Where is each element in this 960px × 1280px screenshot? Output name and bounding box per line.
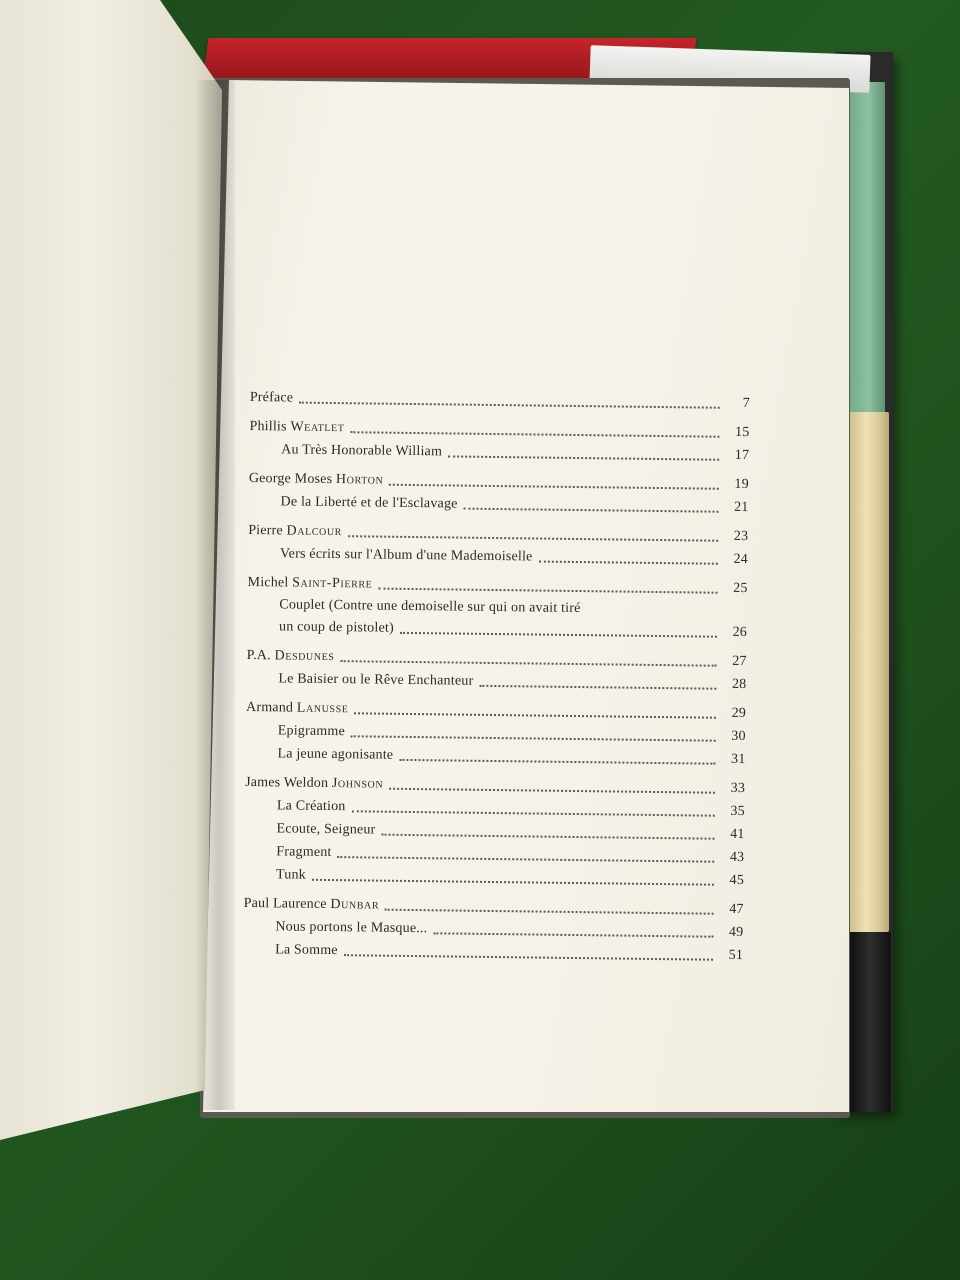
toc-entry-line2 [247,615,747,644]
dot-leader [400,631,717,638]
toc-entry-author [250,386,750,415]
dot-leader [479,684,716,690]
jacket-black-band [849,932,891,1112]
toc-page-number: 43 [729,849,745,866]
table-of-contents [243,386,750,967]
toc-poem-title: La jeune agonisante [277,746,394,763]
toc-poem-title: La Création [276,798,346,815]
toc-page-number: 21 [734,499,749,516]
dot-leader [399,758,715,765]
author-first-name: P.A. [246,647,271,664]
author-first-name: Pierre [248,522,283,539]
dot-leader [348,534,718,542]
author-first-name: Armand [245,699,294,716]
toc-poem-title-line2: un coup de pistolet) [278,619,394,636]
toc-poem-title: Nous portons le Masque... [275,919,428,937]
dot-leader [385,908,714,915]
author-last-name: Johnson [331,776,384,792]
toc-page-number: 33 [730,780,746,797]
author-first-name: George Moses [248,470,333,488]
author-last-name: Dunbar [330,897,380,913]
toc-page-number: 26 [732,624,748,641]
toc-page-number: 7 [742,396,750,412]
toc-page-number: 29 [731,705,747,722]
dot-leader [538,560,717,565]
toc-poem-title-line1: Couplet (Contre une demoiselle sur qui on avait tiré [279,597,581,617]
dot-leader [344,953,713,961]
toc-author-name [247,571,372,596]
toc-author-name [246,696,349,720]
toc-page-number: 49 [728,924,744,941]
toc-author-name [245,771,383,796]
toc-author-name [249,467,384,492]
toc-author-name [250,386,294,410]
author-first-name: Paul Laurence [243,895,327,912]
toc-page-number: 27 [732,653,747,670]
dot-leader [354,711,716,718]
author-first-name: James Weldon [245,774,329,791]
dot-leader [312,878,714,886]
author-last-name: Dalcour [286,523,343,540]
author-last-name: Desdunes [274,648,335,665]
toc-page-number: 30 [731,728,746,745]
jacket-yellow-band [847,412,889,932]
toc-poem-title: La Somme [275,942,338,959]
toc-poem-title: Le Baisier ou le Rêve Enchanteur [278,671,474,689]
toc-author-name [248,519,342,543]
author-last-name: Saint-Pierre [292,575,373,592]
toc-page-number: 24 [733,551,749,568]
toc-page-number: 17 [734,447,750,464]
toc-poem-title: Epigramme [277,723,346,740]
dot-leader [389,483,719,490]
toc-poem-title: Fragment [276,844,332,861]
toc-poem-title: De la Liberté et de l'Esclavage [280,494,458,512]
dot-leader [340,659,716,667]
dot-leader [378,587,717,594]
toc-page-number: 25 [733,580,748,597]
author-first-name: Phillis [249,418,287,435]
toc-poem-title: Au Très Honorable William [281,442,443,460]
toc-author-name [244,892,380,917]
author-last-name: Horton [335,472,384,488]
toc-page-number: 23 [733,528,749,545]
toc-page-number: 51 [728,947,744,964]
author-last-name: Lanusse [296,700,349,717]
toc-page-number: 41 [730,826,745,843]
dot-leader [338,855,715,863]
dot-leader [381,833,714,840]
dot-leader [351,734,716,741]
jacket-green-band [845,82,885,462]
toc-entry-poem [248,542,748,571]
toc-page-number: 28 [731,676,747,693]
dot-leader [433,931,713,937]
toc-entry-poem [249,438,749,467]
toc-page-number: 31 [730,751,746,768]
toc-page-number: 19 [734,476,749,493]
toc-entry-poem [245,742,745,771]
toc-author-name [247,644,335,668]
dot-leader [351,809,714,816]
toc-poem-title: Tunk [275,867,306,883]
dot-leader [464,507,719,513]
author-first-name: Préface [249,389,294,406]
toc-author-name [249,415,344,439]
toc-entry-poem [247,594,748,644]
dot-leader [350,430,719,438]
toc-entry-poem [248,490,748,519]
author-first-name: Michel [247,574,289,591]
dot-leader [299,401,720,409]
toc-poem-title: Ecoute, Seigneur [276,821,376,838]
gutter-shadow [195,80,235,1110]
toc-entry-poem [246,667,746,696]
left-page [0,0,225,1140]
toc-page-number: 45 [729,872,745,889]
toc-poem-title: Vers écrits sur l'Album d'une Mademoiselle [279,546,533,565]
toc-page-number: 35 [730,803,745,820]
toc-page-number: 47 [729,901,744,918]
toc-entry-poem [244,863,744,892]
author-last-name: Weatlet [290,419,345,436]
toc-page-number: 15 [734,424,750,441]
dot-leader [448,454,719,460]
dot-leader [389,787,715,794]
